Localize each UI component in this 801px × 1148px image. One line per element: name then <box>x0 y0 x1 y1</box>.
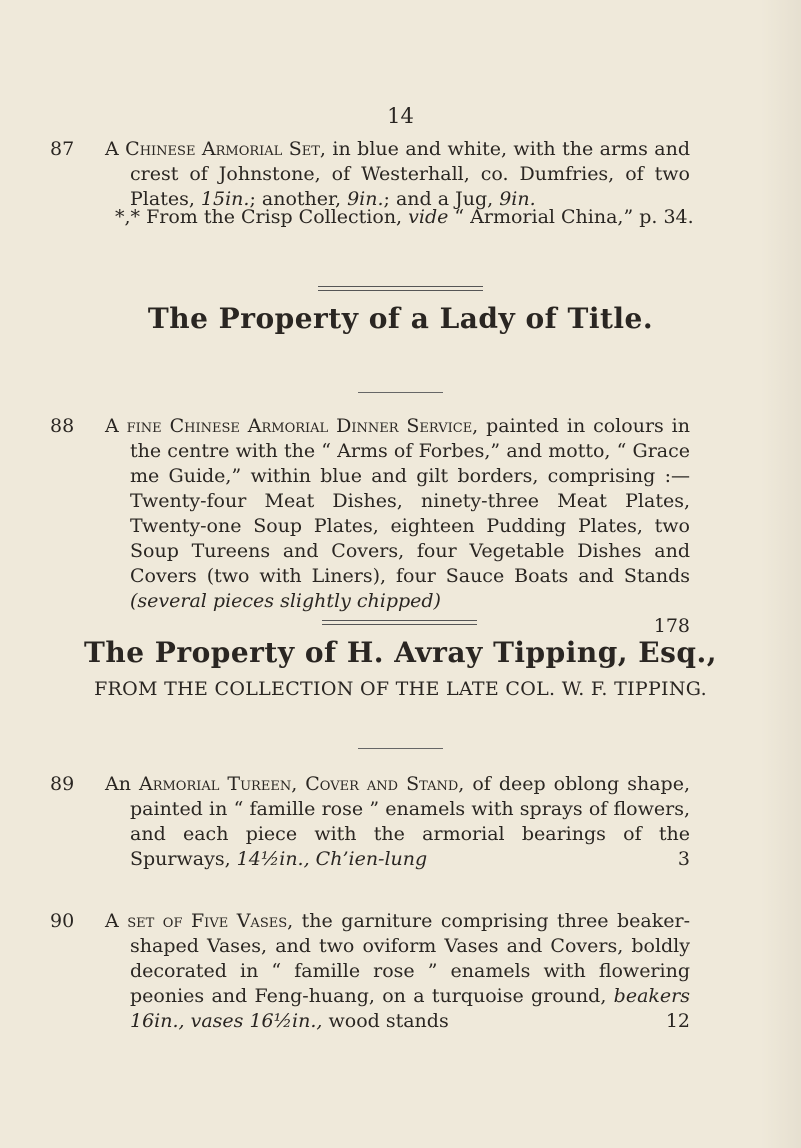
lot-text: wood stands <box>322 1010 449 1032</box>
lot-87 <box>50 137 690 212</box>
lot-number: 88 <box>50 415 75 437</box>
note-marker: *,* <box>115 206 141 228</box>
lot-title: Chinese Armorial Set, <box>125 138 326 160</box>
lot-description <box>105 909 690 1034</box>
lot-90 <box>50 909 690 1034</box>
section-subheading: FROM THE COLLECTION OF THE LATE COL. W. F. TIPPING. <box>94 678 707 700</box>
lot-text: painted in colours in the centre with the “ Arms of Forbes,” and motto, “ Grace me Guide,” within blue and gilt borders, comprising :— Twenty-four Meat Dishes, ninety-three Meat Plates, Twenty-one Soup Plates, eighteen Pudding Plates, two Soup Tureens and Covers, four Vegetable Dishes and Covers (two with Liners), four Sauce Boats and Stands <box>130 415 690 587</box>
lot-description <box>105 414 690 639</box>
note-text: “ Armorial China,” p. 34. <box>448 206 694 228</box>
lot-text: ; another, <box>249 188 348 210</box>
section-heading: The Property of H. Avray Tipping, Esq., <box>84 636 717 669</box>
section-heading: The Property of a Lady of Title. <box>147 302 654 335</box>
lot-size: 9in. <box>499 188 536 210</box>
page-number: 14 <box>387 104 414 128</box>
lot-title: set of Five Vases, <box>127 910 294 932</box>
lot-price: 178 <box>653 615 690 637</box>
lot-size: beakers 16in., vases 16½in., <box>130 985 690 1032</box>
lot-description <box>105 772 690 872</box>
lot-text: An <box>105 773 139 795</box>
lot-text: the garniture comprising three beaker-shaped Vases, and two oviform Vases and Covers, boldly decorated in “ famille rose ” enamels with flowering peonies and Feng-huang, on a turquoise ground, <box>130 910 690 1007</box>
lot-89 <box>50 772 690 872</box>
lot-text: ; and a Jug, <box>383 188 500 210</box>
lot-number: 90 <box>50 910 75 932</box>
section-divider <box>318 286 483 291</box>
note-vide: vide <box>408 206 449 228</box>
lot-size: 15in. <box>200 188 250 210</box>
page-edge-shadow <box>761 0 801 1148</box>
lot-text: A <box>105 910 128 932</box>
lot-title: Armorial Tureen, Cover and Stand, <box>138 773 465 795</box>
lot-text: in blue and white, with the arms and crest of Johnstone, of Westerhall, co. Dumfries, of two Plates, <box>130 138 690 210</box>
lot-size: 9in. <box>347 188 384 210</box>
heading-underline <box>358 392 443 393</box>
lot-size: 14½in., Ch’ien-lung <box>236 848 428 870</box>
note-text: From the Crisp Collection, <box>140 206 409 228</box>
lot-number: 87 <box>50 138 75 160</box>
lot-87-note <box>115 206 715 228</box>
lot-text: A <box>105 415 127 437</box>
lot-88 <box>50 414 690 639</box>
lot-condition: (several pieces slightly chipped) <box>130 590 441 612</box>
lot-price: 3 <box>677 848 690 870</box>
lot-text: of deep oblong shape, painted in “ famille rose ” enamels with sprays of flowers, and each piece with the armorial bearings of the Spurways, <box>130 773 690 870</box>
lot-text: A <box>105 138 126 160</box>
lot-description <box>105 137 690 212</box>
lot-price: 12 <box>665 1010 690 1032</box>
lot-title: fine Chinese Armorial Dinner Service, <box>126 415 479 437</box>
lot-number: 89 <box>50 773 75 795</box>
heading-underline <box>358 748 443 749</box>
section-divider <box>322 620 477 625</box>
